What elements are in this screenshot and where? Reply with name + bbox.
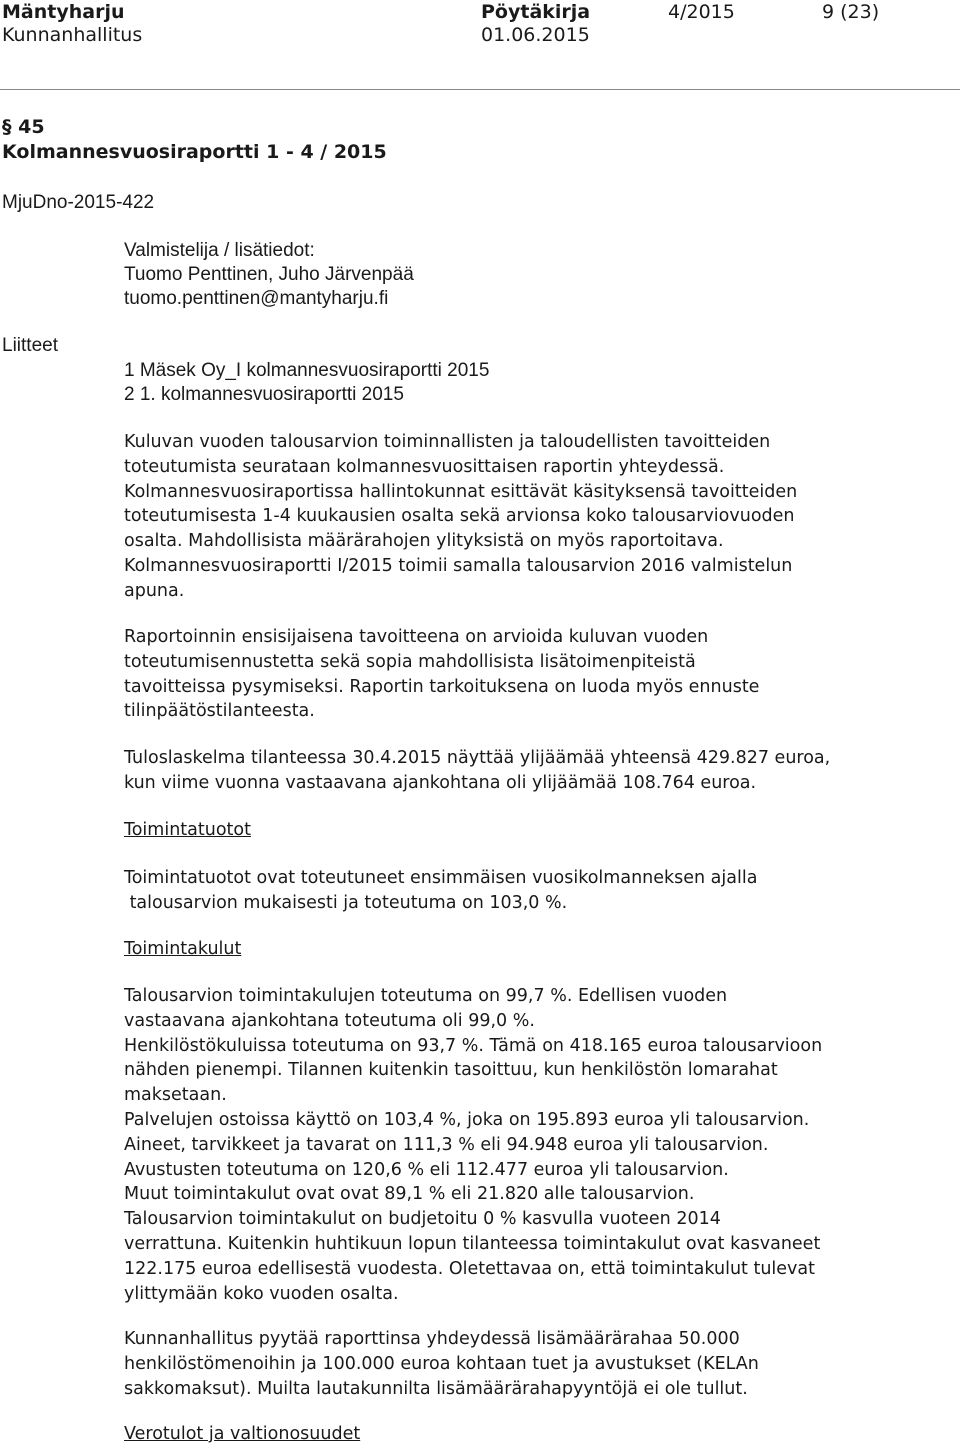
attachments-label: Liitteet [2,335,58,356]
text-line: tavoitteissa pysymiseksi. Raportin tarkoituksena on luoda myös ennuste [124,676,760,697]
section-title: Kolmannesvuosiraportti 1 - 4 / 2015 [2,141,387,163]
text-line: maksetaan. [124,1085,227,1106]
meeting-number: 4/2015 [668,1,735,23]
heading-costs [124,937,904,962]
paragraph-intro [124,430,904,604]
text-line: 122.175 euroa edellisestä vuodesta. Oletettavaa on, että toimintakulut tulevat [124,1258,815,1279]
municipality-name: Mäntyharju [2,1,125,23]
text-line: toteutumisennustetta sekä sopia mahdollisista lisätoimenpiteistä [124,651,696,672]
preparer-label: Valmistelija / lisätiedot: [124,240,315,261]
text-line: Kuluvan vuoden talousarvion toiminnallisten ja taloudellisten tavoitteiden [124,432,771,452]
text-line: Palvelujen ostoissa käyttö on 103,4 %, joka on 195.893 euroa yli talousarvion. [124,1109,810,1130]
page-number: 9 (23) [822,1,880,23]
diary-number: MjuDno-2015-422 [2,192,155,213]
text-line: henkilöstömenoihin ja 100.000 euroa kohtaan tuet ja avustukset (KELAn [124,1353,759,1374]
text-line: Henkilöstökuluissa toteutuma on 93,7 %. Tämä on 418.165 euroa talousarvioon [124,1035,823,1056]
preparer-email: tuomo.penttinen@mantyharju.fi [124,288,389,309]
text-line: apuna. [124,580,185,601]
paragraph-revenue [124,866,904,916]
governing-body: Kunnanhallitus [2,24,143,46]
text-line: Kolmannesvuosiraportti I/2015 toimii samalla talousarvion 2016 valmistelun [124,555,793,576]
text-line: osalta. Mahdollisista määrärahojen ylityksistä on myös raportoitava. [124,531,724,552]
paragraph-costs [124,984,904,1306]
meeting-date: 01.06.2015 [481,24,590,46]
text-line: Tuloslaskelma tilanteessa 30.4.2015 näyttää ylijäämää yhteensä 429.827 euroa, [124,748,831,768]
text-line: Muut toimintakulut ovat ovat 89,1 % eli 21.820 alle talousarvion. [124,1184,695,1205]
paragraph-objective [124,625,904,724]
attachments-list [124,359,489,407]
text-line: toteutumista seurataan kolmannesvuosittaisen raportin yhteydessä. [124,456,725,477]
text-line: verrattuna. Kuitenkin huhtikuun lopun tilanteessa toimintakulut ovat kasvaneet [124,1233,821,1254]
text-line: Toimintatuotot ovat toteutuneet ensimmäisen vuosikolmanneksen ajalla [124,868,758,888]
subheading: Toimintakulut [124,939,242,959]
header-divider [0,89,960,90]
text-line: Raportoinnin ensisijaisena tavoitteena on arvioida kuluvan vuoden [124,627,709,647]
text-line: Talousarvion toimintakulut on budjetoitu 0 % kasvulla vuoteen 2014 [124,1209,721,1230]
text-line: Aineet, tarvikkeet ja tavarat on 111,3 % eli 94.948 euroa yli talousarvion. [124,1134,769,1155]
section-number: § 45 [2,116,45,138]
paragraph-income-statement [124,746,904,796]
text-line: kun viime vuonna vastaavana ajankohtana oli ylijäämää 108.764 euroa. [124,772,757,793]
text-line: Talousarvion toimintakulujen toteutuma on 99,7 %. Edellisen vuoden [124,986,728,1006]
preparer-info [124,239,414,311]
text-line: talousarvion mukaisesti ja toteutuma on 103,0 %. [124,892,568,913]
text-line: Kunnanhallitus pyytää raporttinsa yhdeydessä lisämäärärahaa 50.000 [124,1329,740,1349]
subheading: Toimintatuotot [124,820,251,840]
document-header [0,0,960,90]
text-line: sakkomaksut). Muilta lautakunnilta lisämäärärahapyyntöjä ei ole tullut. [124,1378,748,1399]
subheading: Verotulot ja valtionosuudet [124,1424,361,1444]
text-line: ylittymään koko vuoden osalta. [124,1283,399,1304]
heading-revenue [124,818,904,843]
attachment-item: 1 Mäsek Oy_I kolmannesvuosiraportti 2015 [124,360,490,381]
text-line: nähden pienempi. Tilannen kuitenkin tasoittuu, kun henkilöstön lomarahat [124,1060,778,1081]
text-line: Avustusten toteutuma on 120,6 % eli 112.477 euroa yli talousarvion. [124,1159,729,1180]
text-line: toteutumisesta 1-4 kuukausien osalta sekä arvionsa koko talousarviovuoden [124,506,795,527]
text-line: Kolmannesvuosiraportissa hallintokunnat esittävät käsityksensä tavoitteiden [124,481,798,502]
preparer-names: Tuomo Penttinen, Juho Järvenpää [124,264,414,285]
attachment-item: 2 1. kolmannesvuosiraportti 2015 [124,384,404,405]
text-line: tilinpäätöstilanteesta. [124,701,315,722]
paragraph-appropriation-request [124,1327,904,1401]
document-type: Pöytäkirja [481,1,591,23]
text-line: vastaavana ajankohtana toteutuma oli 99,0 %. [124,1010,535,1031]
heading-taxes [124,1422,904,1447]
